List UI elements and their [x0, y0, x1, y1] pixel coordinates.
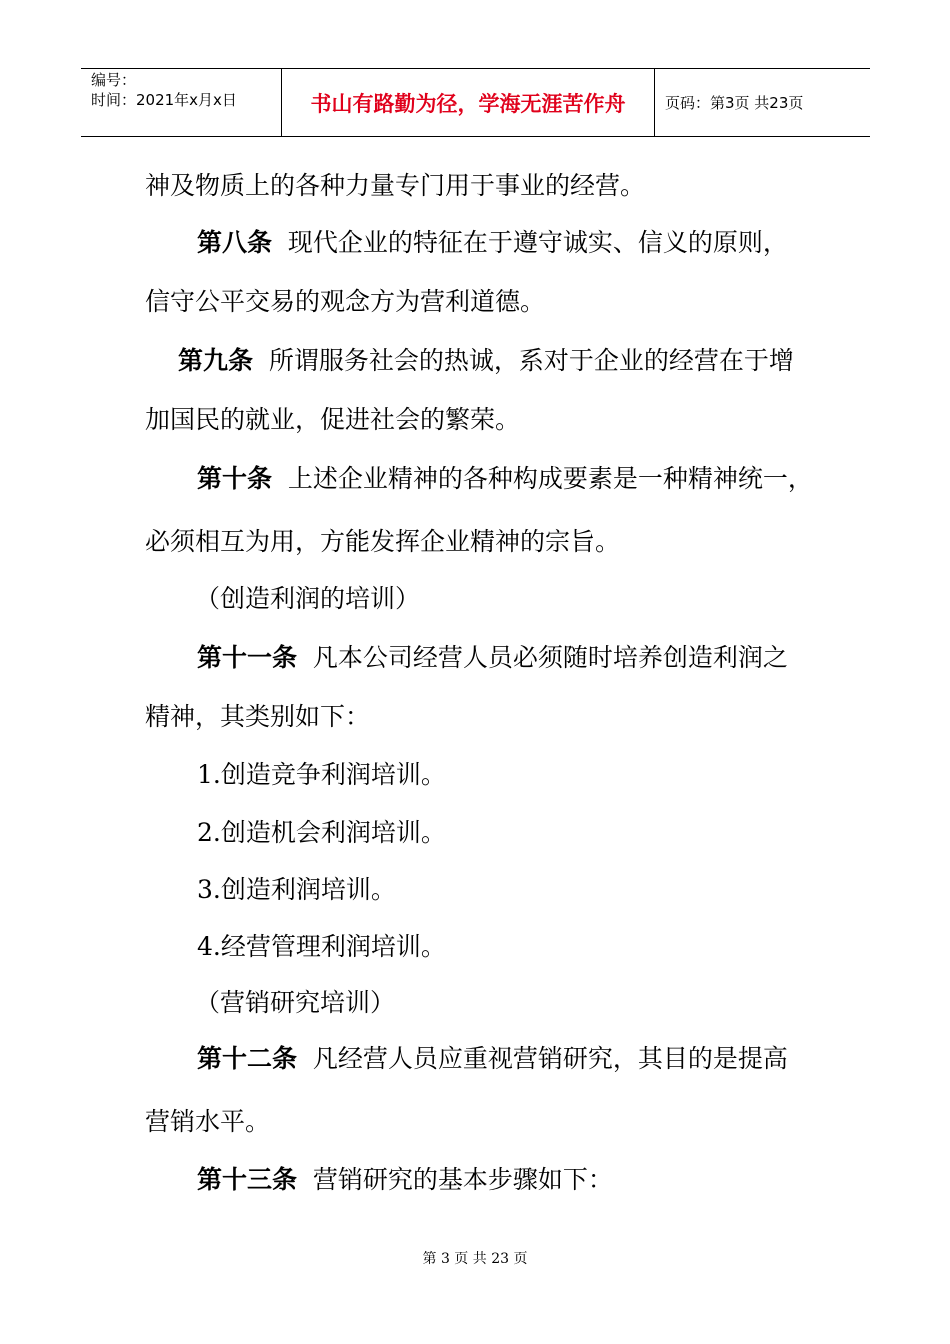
article-text: 所谓服务社会的热诚，系对于企业的经营在于增	[268, 346, 794, 375]
article-text: 上述企业精神的各种构成要素是一种精神统一，	[287, 464, 813, 493]
page-footer: 第 3 页 共 23 页	[422, 1251, 528, 1267]
list-item: 1.创造竞争利润培训。	[197, 760, 446, 789]
paragraph-line: 神及物质上的各种力量专门用于事业的经营。	[145, 171, 646, 200]
list-item: 4.经营管理利润培训。	[197, 932, 446, 961]
article-title: 第十二条	[197, 1044, 298, 1073]
article-title: 第十三条	[197, 1165, 298, 1194]
paragraph-line: 信守公平交易的观念方为营利道德。	[145, 287, 546, 316]
section-heading-marketing: （营销研究培训）	[195, 988, 396, 1017]
paragraph-line: 营销水平。	[145, 1107, 271, 1136]
document-number-label: 编号：	[91, 71, 137, 89]
article-12	[197, 1044, 788, 1074]
header-motto-cell	[281, 69, 655, 136]
article-text: 现代企业的特征在于遵守诚实、信义的原则，	[287, 228, 788, 257]
article-11	[197, 643, 788, 673]
header-page-cell	[655, 69, 870, 136]
article-text: 营销研究的基本步骤如下：	[312, 1165, 613, 1194]
list-item: 3.创造利润培训。	[197, 875, 396, 904]
article-13	[197, 1165, 613, 1195]
list-item: 2.创造机会利润培训。	[197, 818, 446, 847]
article-title: 第八条	[197, 228, 273, 257]
header-page-info: 页码：第3页 共23页	[665, 94, 804, 112]
paragraph-line: 加国民的就业，促进社会的繁荣。	[145, 405, 521, 434]
article-title: 第十条	[197, 464, 273, 493]
article-text: 凡本公司经营人员必须随时培养创造利润之	[312, 643, 788, 672]
article-title: 第九条	[178, 346, 254, 375]
section-heading-profit: （创造利润的培训）	[195, 584, 421, 613]
paragraph-line: 精神，其类别如下：	[145, 702, 371, 731]
paragraph-line: 必须相互为用，方能发挥企业精神的宗旨。	[145, 527, 621, 556]
article-text: 凡经营人员应重视营销研究，其目的是提高	[312, 1044, 788, 1073]
article-8	[197, 228, 788, 258]
header-meta	[81, 69, 281, 136]
article-10	[197, 464, 813, 494]
article-9	[178, 346, 794, 376]
article-title: 第十一条	[197, 643, 298, 672]
document-header	[81, 68, 870, 137]
document-time-label: 时间：2021年x月x日	[91, 91, 237, 109]
header-motto: 书山有路勤为径，学海无涯苦作舟	[310, 91, 626, 116]
